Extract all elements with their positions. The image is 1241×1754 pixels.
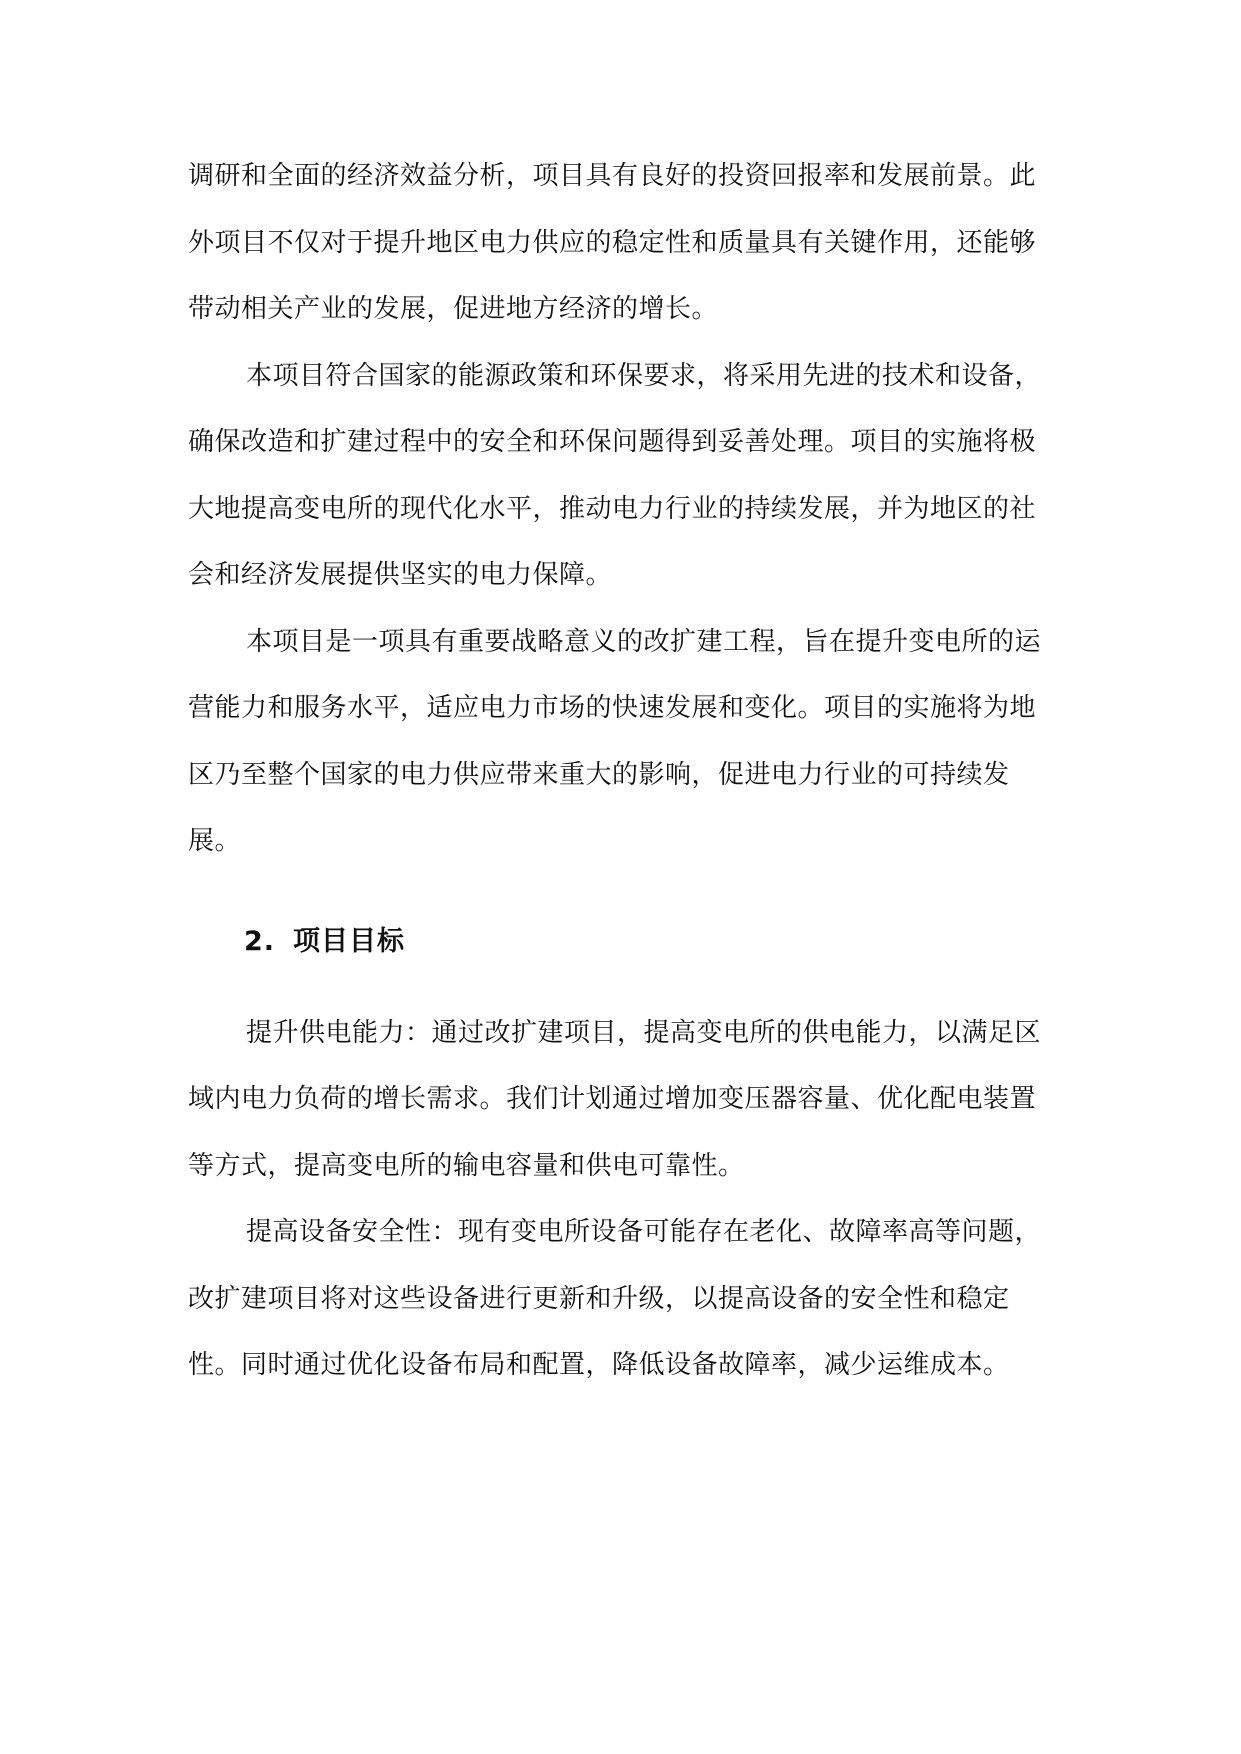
section-heading [244,922,405,962]
paragraph-strategic-significance: 本项目是一项具有重要战略意义的改扩建工程，旨在提升变电所的运营能力和服务水平，适应电力市场的快速发展和变化。项目的实施将为地区乃至整个国家的电力供应带来重大的影响，促进电力行业的可持续发展。 [188,626,1042,856]
section-title: 项目目标 [293,925,406,957]
paragraph-economic-analysis: 调研和全面的经济效益分析，项目具有良好的投资回报率和发展前景。此外项目不仅对于提升地区电力供应的稳定性和质量具有关键作用，还能够带动相关产业的发展，促进地方经济的增长。 [188,161,1037,324]
section-number: 2. [244,925,276,957]
paragraph-equipment-safety: 提高设备安全性：现有变电所设备可能存在老化、故障率高等问题，改扩建项目将对这些设备进行更新和升级，以提高设备的安全性和稳定性。同时通过优化设备布局和配置，降低设备故障率，减少运维成本。 [188,1217,1042,1380]
document-body [188,143,1058,1399]
paragraph-power-supply-capacity: 提升供电能力：通过改扩建项目，提高变电所的供电能力，以满足区域内电力负荷的增长需求。我们计划通过增加变压器容量、优化配电装置等方式，提高变电所的输电容量和供电可靠性。 [188,1017,1042,1181]
paragraph-energy-policy: 本项目符合国家的能源政策和环保要求，将采用先进的技术和设备，确保改造和扩建过程中的安全和环保问题得到妥善处理。项目的实施将极大地提高变电所的现代化水平，推动电力行业的持续发展，并为地区的社会和经济发展提供坚实的电力保障。 [188,360,1042,590]
section-heading-block [188,875,1058,1000]
